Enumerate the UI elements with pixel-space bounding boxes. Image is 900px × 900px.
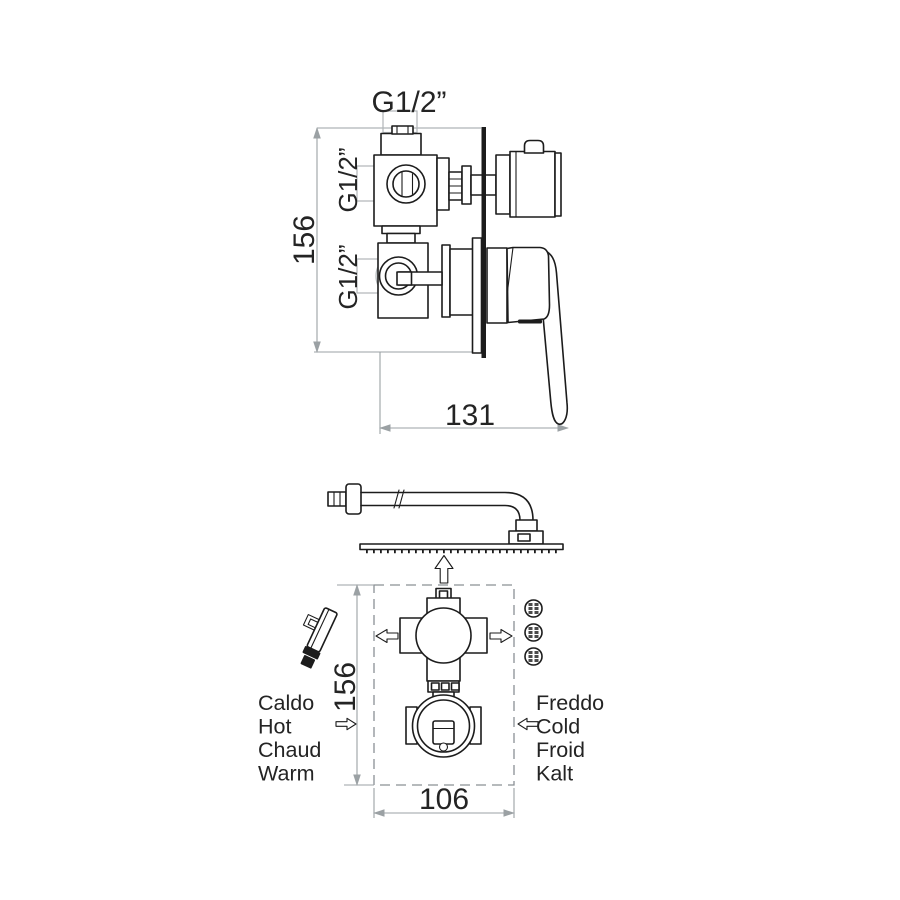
flow-right-arrow-icon [490, 630, 512, 643]
hot-label-de: Warm [258, 761, 315, 786]
installation-view [258, 484, 604, 818]
flow-left-arrow-icon [376, 630, 398, 643]
cold-water-labels [536, 691, 604, 786]
thread-label-top: G1/2” [371, 86, 447, 119]
lever-handle [487, 248, 567, 425]
flow-up-arrow-icon [435, 556, 453, 584]
body-jet-icon [525, 624, 542, 641]
thread-label-lower-port: G1/2” [333, 244, 363, 310]
mixer-valve-body [374, 126, 496, 353]
front-height-dimension: 156 [288, 214, 321, 266]
cold-label-it: Freddo [536, 691, 605, 715]
cold-inlet-arrow-icon [518, 718, 538, 729]
install-height-dimension: 156 [329, 661, 362, 713]
front-view [288, 86, 569, 434]
cold-label-en: Cold [536, 714, 581, 739]
thread-label-upper-port: G1/2” [333, 147, 363, 213]
thermostat-knob [496, 141, 561, 218]
hand-shower-icon [288, 602, 339, 669]
hot-label-fr: Chaud [258, 738, 322, 762]
hot-inlet-arrow-icon [336, 718, 356, 729]
hot-label-it: Caldo [258, 691, 315, 715]
body-jet-icon [525, 648, 542, 665]
shower-arm-and-head [328, 484, 563, 552]
wall-line [482, 127, 487, 358]
body-jet-icon [525, 600, 542, 617]
body-jets [525, 600, 542, 665]
hot-label-en: Hot [258, 714, 292, 739]
hot-water-labels [258, 691, 321, 786]
install-width-dimension: 106 [418, 783, 470, 816]
cold-label-de: Kalt [536, 761, 574, 786]
front-depth-dimension: 131 [444, 399, 496, 432]
valve-schematic [400, 589, 487, 758]
cold-label-fr: Froid [536, 738, 585, 762]
